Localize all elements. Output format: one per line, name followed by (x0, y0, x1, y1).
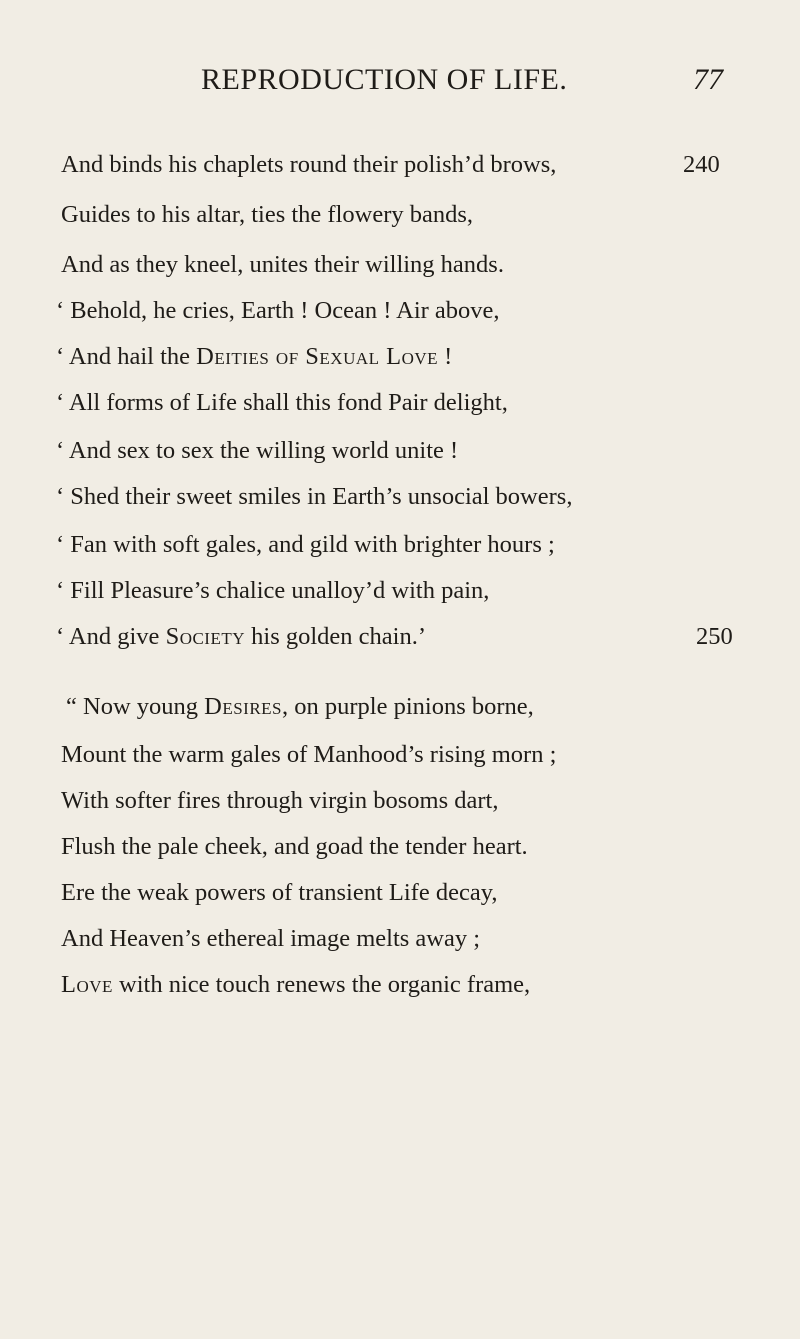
verse-line: Flush the pale cheek, and goad the tender heart. (61, 833, 528, 860)
verse-line: ‘ Fan with soft gales, and gild with brighter hours ; (56, 531, 555, 558)
verse-line: With softer fires through virgin bosoms dart, (61, 787, 499, 814)
verse-line: And binds his chaplets round their polish’d brows, (61, 151, 557, 178)
verse-line: And as they kneel, unites their willing hands. (61, 251, 504, 278)
verse-line: ‘ And hail the Deities of Sexual Love ! (56, 343, 453, 370)
page-number: 77 (693, 63, 723, 96)
running-head (0, 60, 800, 100)
line-number: 250 (696, 623, 733, 650)
verse-line: ‘ Behold, he cries, Earth ! Ocean ! Air above, (56, 297, 500, 324)
verse-line: ‘ And sex to sex the willing world unite ! (56, 437, 459, 464)
verse-line: ‘ Shed their sweet smiles in Earth’s unsocial bowers, (56, 483, 573, 510)
verse-line: ‘ And give Society his golden chain.’ (56, 623, 427, 650)
verse-line: ‘ Fill Pleasure’s chalice unalloy’d with pain, (56, 577, 490, 604)
verse-line: And Heaven’s ethereal image melts away ; (61, 925, 481, 952)
verse-line: Love with nice touch renews the organic frame, (61, 971, 531, 998)
verse-line: “ Now young Desires, on purple pinions borne, (66, 693, 534, 720)
verse-line: Mount the warm gales of Manhood’s rising morn ; (61, 741, 557, 768)
verse-line: ‘ All forms of Life shall this fond Pair delight, (56, 389, 508, 416)
verse-line: Ere the weak powers of transient Life decay, (61, 879, 498, 906)
verse-line: Guides to his altar, ties the flowery bands, (61, 201, 474, 228)
line-number: 240 (683, 151, 720, 178)
running-title: REPRODUCTION OF LIFE. (201, 63, 568, 96)
